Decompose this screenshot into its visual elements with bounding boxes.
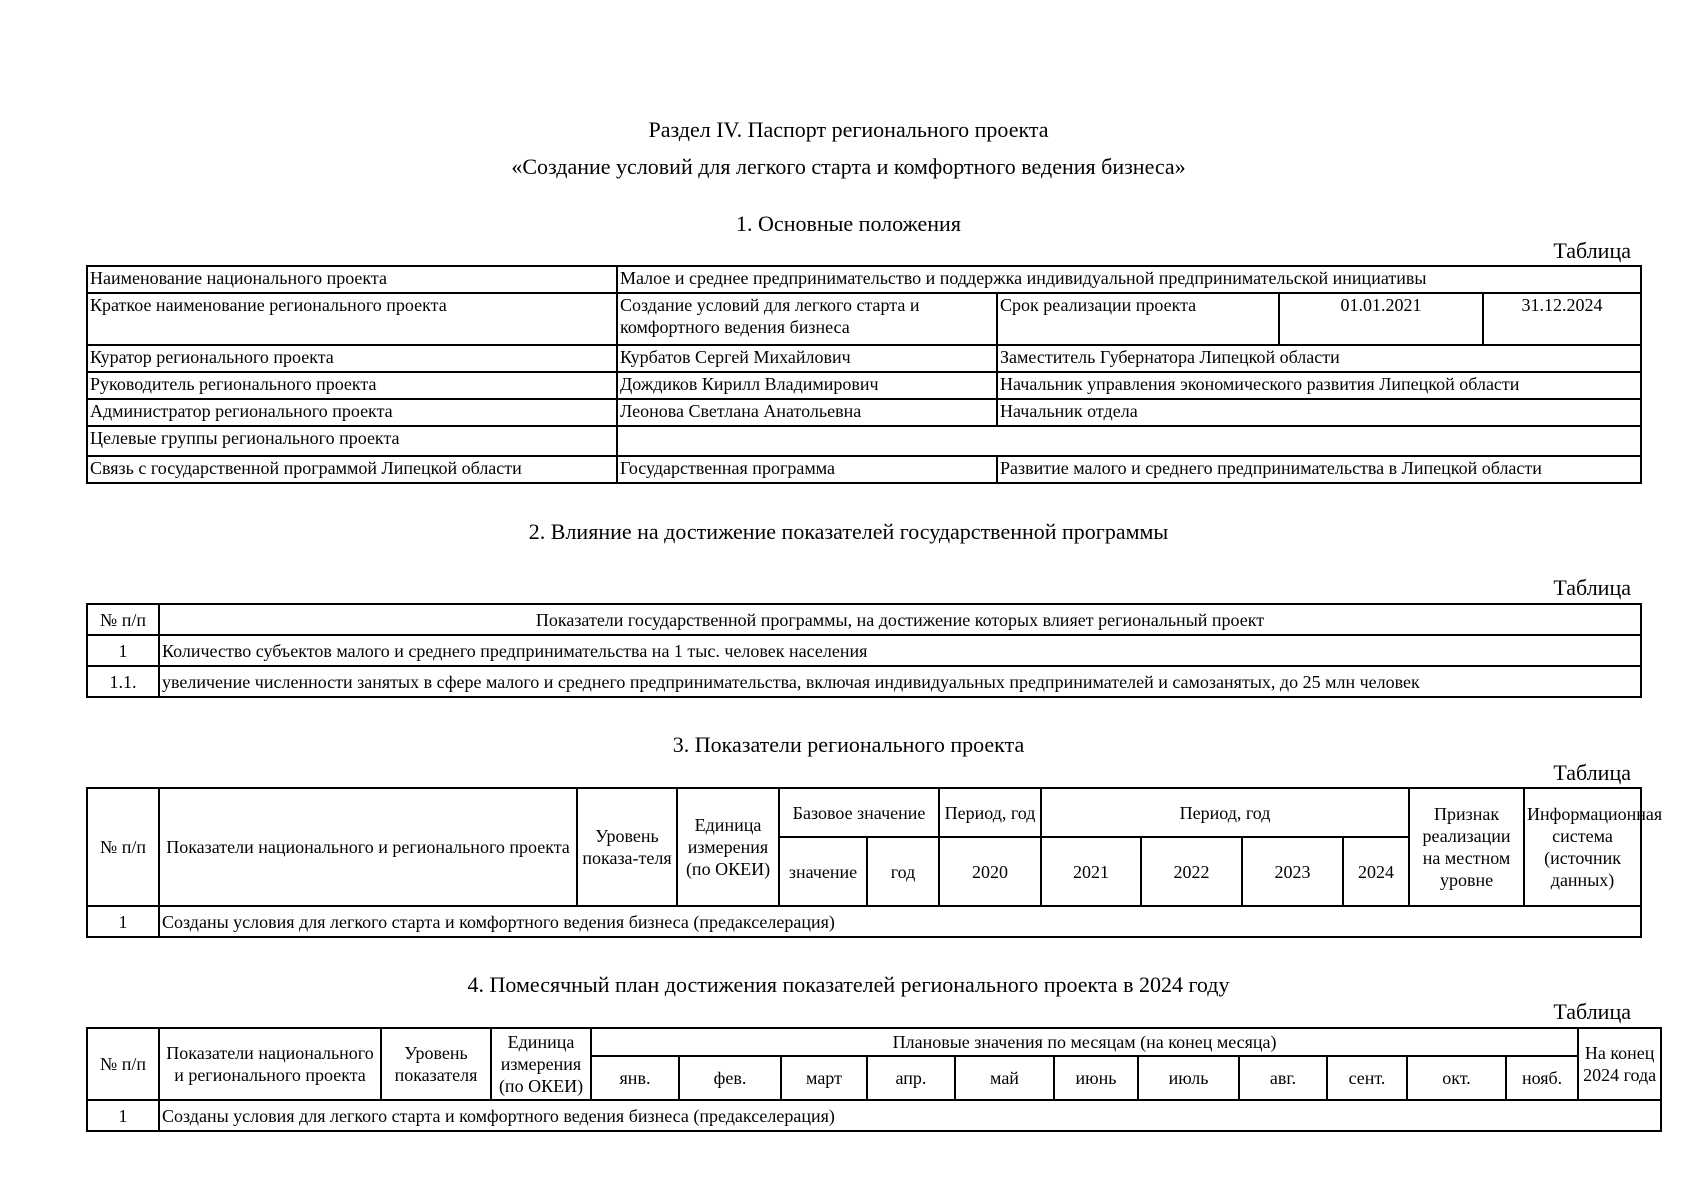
col-period-range-header: Период, год [1041, 788, 1409, 837]
table-row [87, 372, 1641, 399]
col-period-header: Период, год [939, 788, 1041, 837]
table-caption-4: Таблица [1553, 999, 1631, 1024]
row-num: 1 [87, 635, 159, 666]
state-program-name: Развитие малого и среднего предпринимательства в Липецкой области [997, 456, 1641, 483]
table-caption-1: Таблица [1553, 238, 1631, 263]
table-row [87, 426, 1641, 456]
month-header: март [781, 1056, 867, 1100]
head-position: Начальник управления экономического развития Липецкой области [997, 372, 1641, 399]
year-header: 2022 [1141, 837, 1242, 906]
month-header: май [955, 1056, 1054, 1100]
table-state-program-indicators [86, 603, 1642, 698]
row-num: 1.1. [87, 666, 159, 697]
term-start: 01.01.2021 [1279, 293, 1483, 345]
row-indicator: Созданы условия для легкого старта и комфортного ведения бизнеса (предакселерация) [159, 1100, 1661, 1131]
col-unit-header: Единица измерения (по ОКЕИ) [677, 788, 779, 906]
document-subheading: «Создание условий для легкого старта и комфортного ведения бизнеса» [511, 154, 1186, 179]
row-indicator: увеличение численности занятых в сфере малого и среднего предпринимательства, включая индивидуальных предпринимателей и самозанятых, до 25 млн человек [159, 666, 1641, 697]
col-monthly-plan-header: Плановые значения по месяцам (на конец месяца) [591, 1028, 1578, 1056]
table-monthly-plan [86, 1027, 1662, 1132]
head-label: Руководитель регионального проекта [87, 372, 617, 399]
table-row [87, 293, 1641, 345]
table-row [87, 1100, 1661, 1131]
row-num: 1 [87, 1100, 159, 1131]
col-level-header: Уровень показа-теля [577, 788, 677, 906]
table-main-provisions [86, 265, 1642, 484]
year-header: 2024 [1343, 837, 1409, 906]
curator-position: Заместитель Губернатора Липецкой области [997, 345, 1641, 372]
admin-name: Леонова Светлана Анатольевна [617, 399, 997, 426]
table-caption-2: Таблица [1553, 575, 1631, 600]
col-info-system-header: Информационная система (источник данных) [1524, 788, 1641, 906]
head-name: Дождиков Кирилл Владимирович [617, 372, 997, 399]
short-name-label: Краткое наименование регионального проекта [87, 293, 617, 345]
col-year-end-header: На конец 2024 года [1578, 1028, 1661, 1100]
table-row [87, 456, 1641, 483]
curator-label: Куратор регионального проекта [87, 345, 617, 372]
month-header: авг. [1239, 1056, 1327, 1100]
target-groups-label: Целевые группы регионального проекта [87, 426, 617, 456]
table-row [87, 266, 1641, 293]
state-program-link-label: Связь с государственной программой Липецкой области [87, 456, 617, 483]
year-header: 2020 [939, 837, 1041, 906]
admin-position: Начальник отдела [997, 399, 1641, 426]
month-header: янв. [591, 1056, 679, 1100]
short-name-value: Создание условий для легкого старта и комфортного ведения бизнеса [617, 293, 997, 345]
col-level-header: Уровень показателя [381, 1028, 491, 1100]
month-header: июль [1138, 1056, 1239, 1100]
table-header-row [87, 604, 1641, 635]
year-header: 2023 [1242, 837, 1343, 906]
table-row [87, 906, 1641, 937]
section-4-title: 4. Помесячный план достижения показателей регионального проекта в 2024 году [467, 972, 1230, 997]
col-base-header: Базовое значение [779, 788, 939, 837]
table-project-indicators [86, 787, 1663, 938]
table-row [87, 399, 1641, 426]
document-heading: Раздел IV. Паспорт регионального проекта [648, 117, 1049, 142]
month-header: июнь [1054, 1056, 1138, 1100]
state-program-type: Государственная программа [617, 456, 997, 483]
col-num-header: № п/п [87, 1028, 159, 1100]
row-num: 1 [87, 906, 159, 937]
section-3-title: 3. Показатели регионального проекта [672, 732, 1025, 757]
section-1-title: 1. Основные положения [736, 211, 961, 236]
month-header: нояб. [1506, 1056, 1578, 1100]
year-header: 2021 [1041, 837, 1141, 906]
col-base-year-header: год [867, 837, 939, 906]
curator-name: Курбатов Сергей Михайлович [617, 345, 997, 372]
table-caption-3: Таблица [1553, 760, 1631, 785]
month-header: фев. [679, 1056, 781, 1100]
col-indicators-header: Показатели государственной программы, на достижение которых влияет региональный проект [159, 604, 1641, 635]
table-row [87, 666, 1641, 697]
month-header: сент. [1327, 1056, 1407, 1100]
col-indicators-header: Показатели национального и регионального проекта [159, 788, 577, 906]
target-groups-value [617, 426, 1641, 456]
nat-project-label: Наименование национального проекта [87, 266, 617, 293]
col-unit-header: Единица измерения (по ОКЕИ) [491, 1028, 591, 1100]
col-base-value-header: значение [779, 837, 867, 906]
table-row [87, 635, 1641, 666]
month-header: апр. [867, 1056, 955, 1100]
table-header-row [87, 1028, 1661, 1056]
col-indicators-header: Показатели национального и регионального проекта [159, 1028, 381, 1100]
table-header-row [87, 788, 1641, 837]
table-row [87, 345, 1641, 372]
col-num-header: № п/п [87, 604, 159, 635]
term-label: Срок реализации проекта [997, 293, 1279, 345]
term-end: 31.12.2024 [1483, 293, 1641, 345]
admin-label: Администратор регионального проекта [87, 399, 617, 426]
col-local-sign-header: Признак реализации на местном уровне [1409, 788, 1524, 906]
month-header: окт. [1407, 1056, 1506, 1100]
section-2-title: 2. Влияние на достижение показателей государственной программы [528, 519, 1169, 544]
nat-project-value: Малое и среднее предпринимательство и поддержка индивидуальной предпринимательской инициативы [617, 266, 1641, 293]
row-indicator: Созданы условия для легкого старта и комфортного ведения бизнеса (предакселерация) [159, 906, 1641, 937]
row-indicator: Количество субъектов малого и среднего предпринимательства на 1 тыс. человек населения [159, 635, 1641, 666]
col-num-header: № п/п [87, 788, 159, 906]
